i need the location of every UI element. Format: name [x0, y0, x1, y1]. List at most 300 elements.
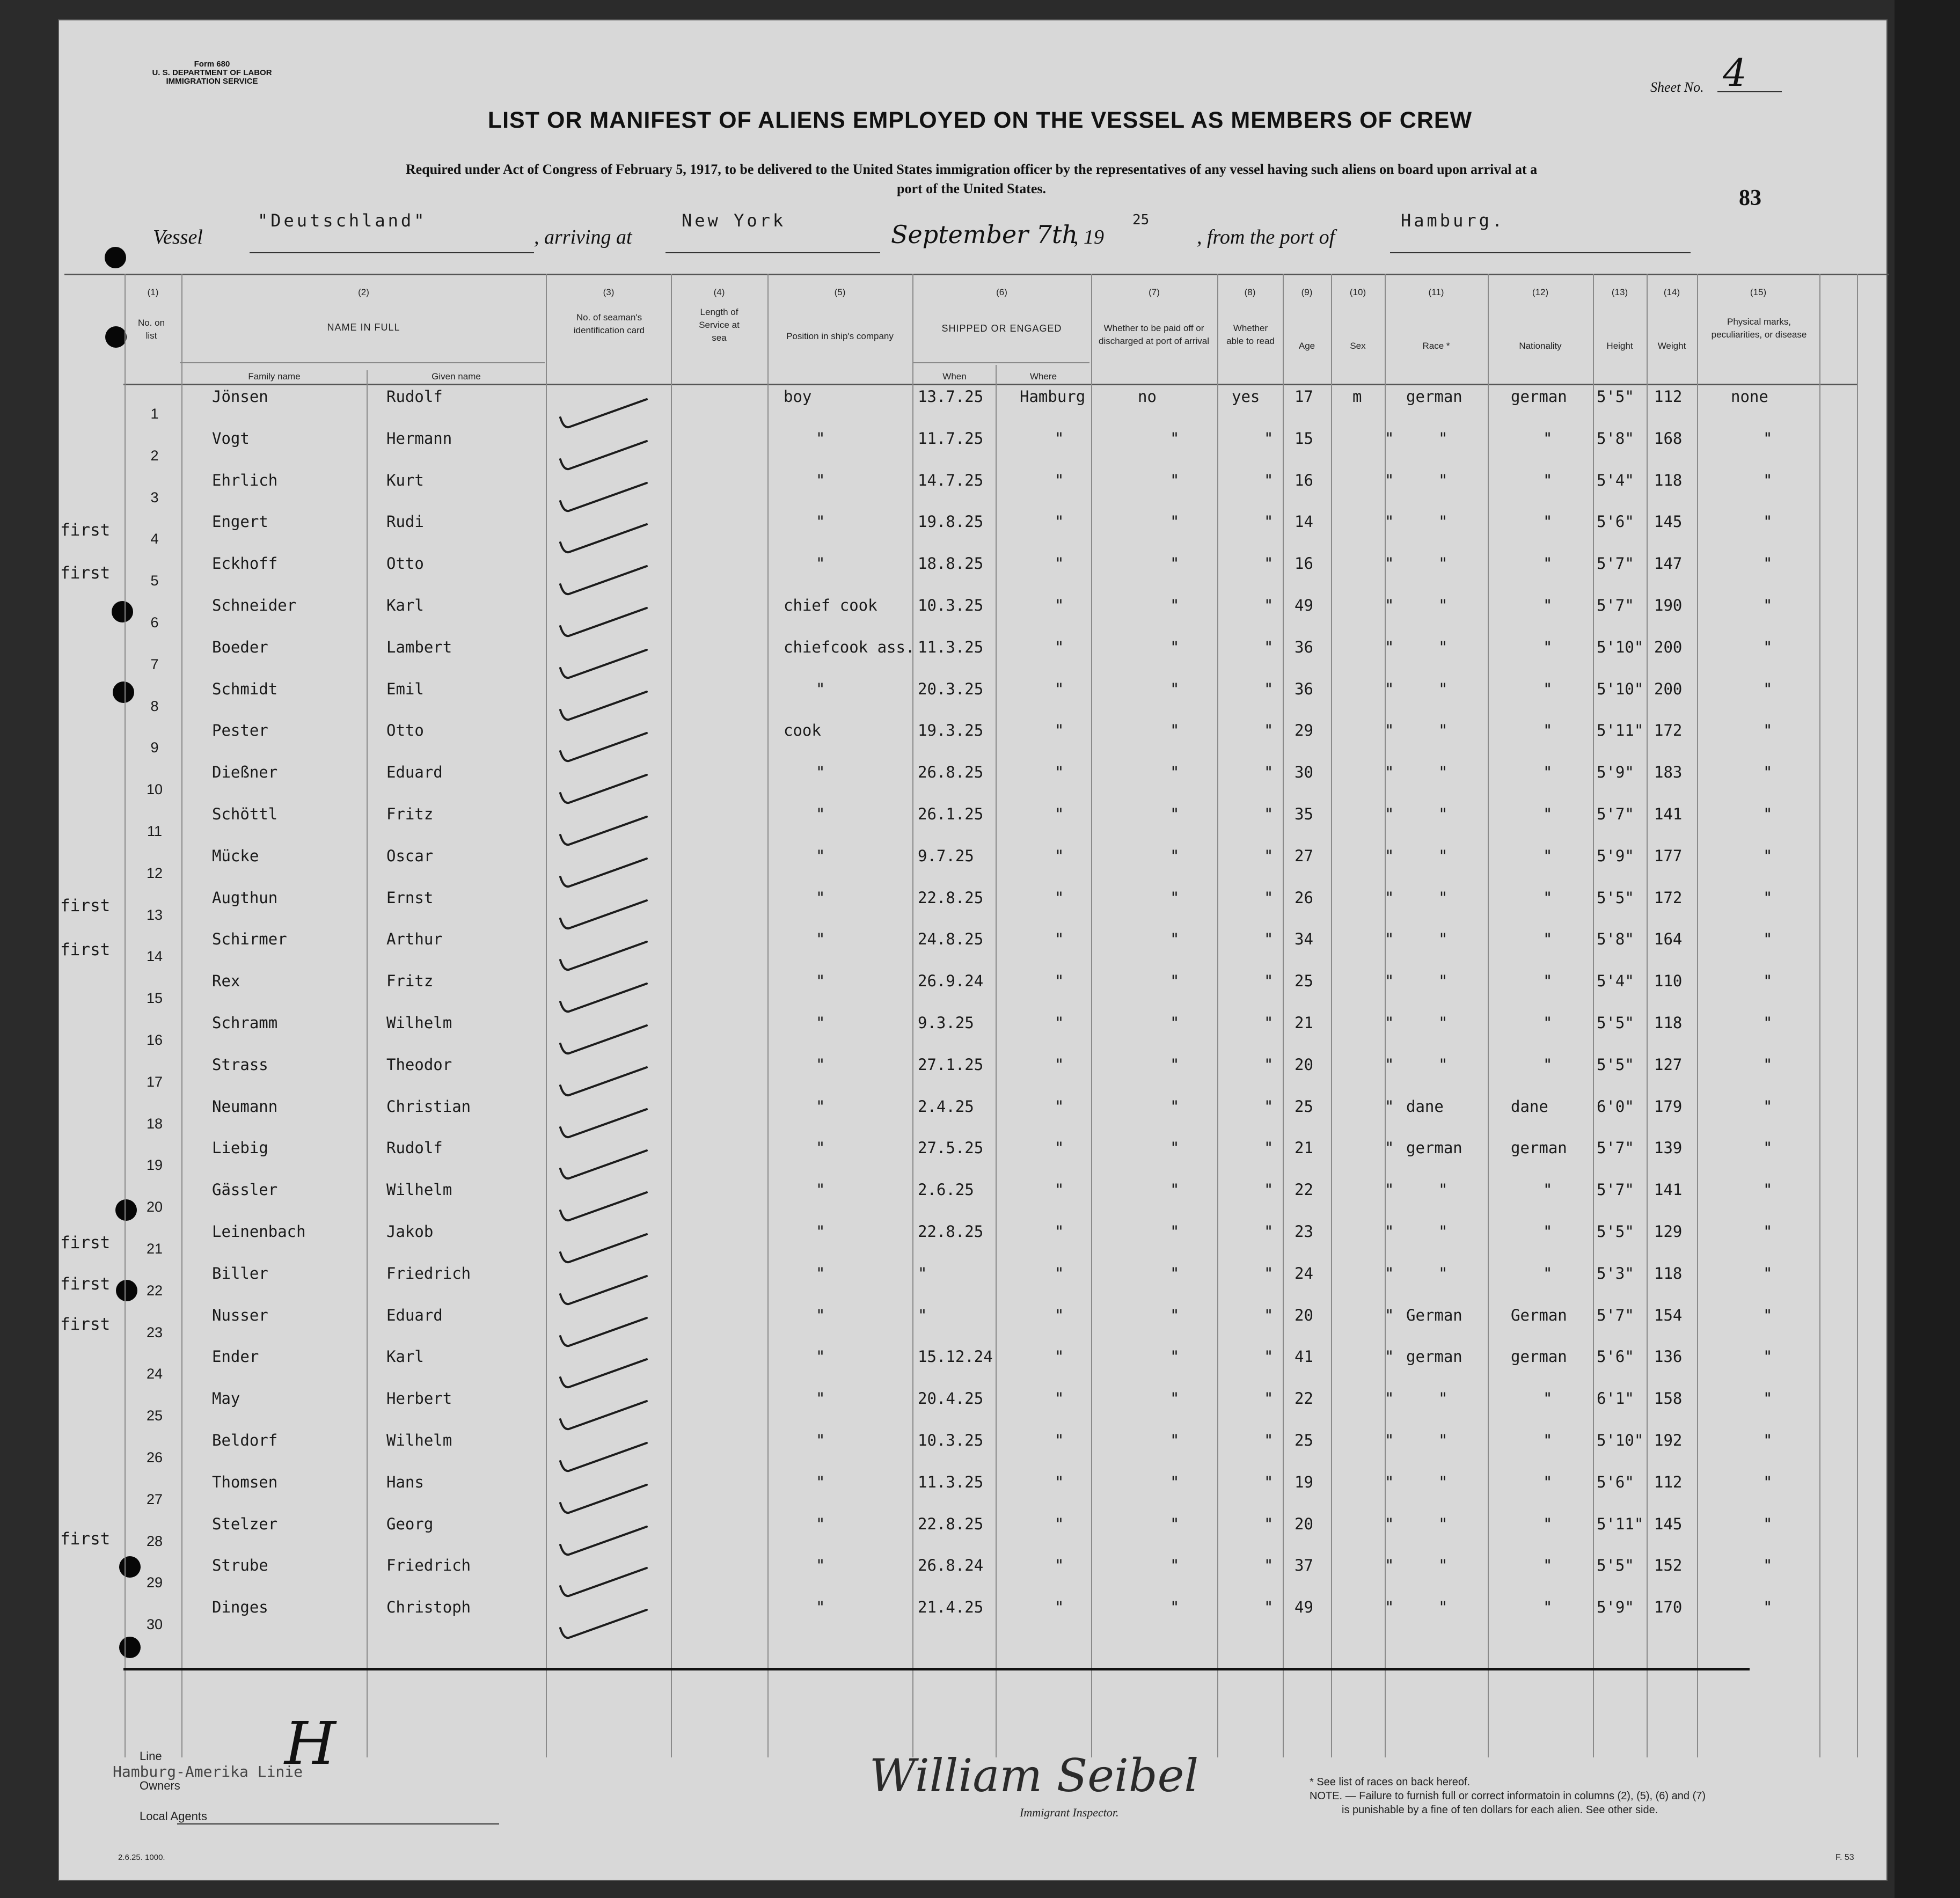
- col-number: (13): [1611, 287, 1628, 297]
- cell-height: 6'1": [1597, 1389, 1634, 1408]
- cell-nat: dane: [1511, 1097, 1548, 1116]
- cell-weight: 177: [1654, 846, 1683, 865]
- cell-no: 7: [150, 656, 159, 672]
- cell-weight: 147: [1654, 554, 1683, 573]
- arrival-date: September 7th: [891, 220, 1078, 249]
- cell-where: ": [1055, 429, 1064, 448]
- cell-sex: ": [1385, 1097, 1394, 1116]
- cell-weight: 200: [1654, 679, 1683, 698]
- cell-given: Kurt: [386, 471, 424, 489]
- cell-where: ": [1055, 721, 1064, 740]
- cell-height: 5'8": [1597, 930, 1634, 949]
- cell-nat: ": [1543, 554, 1553, 573]
- cell-position: ": [816, 1181, 825, 1199]
- cell-no: 13: [146, 906, 163, 923]
- cell-race: ": [1438, 972, 1448, 991]
- cell-given: Lambert: [386, 637, 452, 656]
- col-number: (3): [603, 287, 615, 297]
- cell-where: ": [1055, 805, 1064, 823]
- cell-marks: ": [1763, 471, 1773, 489]
- table-row: [0, 471, 1960, 518]
- check-mark-icon: [558, 731, 655, 768]
- cell-race: german: [1406, 387, 1462, 406]
- cell-where: ": [1055, 846, 1064, 865]
- cell-race: ": [1438, 1472, 1448, 1491]
- cell-sex: ": [1385, 1139, 1394, 1157]
- cell-position: ": [816, 554, 825, 573]
- cell-paid: ": [1170, 1055, 1180, 1074]
- cell-position: chief cook: [784, 596, 877, 614]
- header-given-name: Given name: [432, 371, 481, 382]
- owners-label: Owners: [140, 1779, 180, 1792]
- cell-nat: ": [1543, 471, 1553, 489]
- cell-weight: 112: [1654, 387, 1683, 406]
- table-row: [0, 1472, 1960, 1520]
- margin-note: first: [60, 521, 111, 540]
- cell-read: ": [1264, 805, 1274, 823]
- header-bottom-rule: [123, 384, 1857, 385]
- cell-age: 14: [1295, 512, 1313, 531]
- cell-position: ": [816, 972, 825, 991]
- cell-paid: ": [1170, 1014, 1180, 1032]
- cell-weight: 141: [1654, 1181, 1683, 1199]
- cell-height: 6'0": [1597, 1097, 1634, 1116]
- cell-paid: ": [1170, 763, 1180, 782]
- col-number: (2): [358, 287, 369, 297]
- col-number: (12): [1532, 287, 1549, 297]
- cell-nat: ": [1543, 637, 1553, 656]
- cell-age: 35: [1295, 805, 1313, 823]
- margin-note: first: [60, 940, 111, 959]
- table-row: [0, 1264, 1960, 1311]
- cell-where: ": [1055, 1097, 1064, 1116]
- form-number: Form 680: [194, 60, 230, 69]
- cell-paid: ": [1170, 1097, 1180, 1116]
- cell-paid: ": [1170, 679, 1180, 698]
- cell-marks: ": [1763, 846, 1773, 865]
- col-number: (7): [1149, 287, 1160, 297]
- cell-when: 22.8.25: [918, 1222, 984, 1241]
- cell-age: 21: [1295, 1014, 1313, 1032]
- cell-height: 5'11": [1597, 1514, 1644, 1533]
- line-value: Hamburg-Amerika Linie: [113, 1763, 303, 1780]
- cell-sex: ": [1385, 1431, 1394, 1449]
- cell-nat: german: [1511, 1139, 1567, 1157]
- cell-given: Friedrich: [386, 1264, 471, 1283]
- cell-height: 5'5": [1597, 1014, 1634, 1032]
- cell-family: Rex: [212, 972, 240, 991]
- cell-age: 30: [1295, 763, 1313, 782]
- cell-weight: 192: [1654, 1431, 1683, 1449]
- cell-paid: ": [1170, 1222, 1180, 1241]
- margin-note: first: [60, 1315, 111, 1334]
- cell-read: ": [1264, 1222, 1274, 1241]
- cell-height: 5'8": [1597, 429, 1634, 448]
- cell-nat: ": [1543, 888, 1553, 907]
- cell-when: 20.3.25: [918, 679, 984, 698]
- cell-position: ": [816, 888, 825, 907]
- col-number: (1): [147, 287, 159, 297]
- cell-family: Ehrlich: [212, 471, 278, 489]
- cell-nat: ": [1543, 1598, 1553, 1617]
- cell-read: ": [1264, 1347, 1274, 1366]
- cell-height: 5'5": [1597, 387, 1634, 406]
- cell-given: Eduard: [386, 763, 443, 782]
- cell-when: 14.7.25: [918, 471, 984, 489]
- fine-note-line-2: is punishable by a fine of ten dollars for each alien. See other side.: [1342, 1804, 1658, 1816]
- cell-position: ": [816, 1472, 825, 1491]
- cell-when: 26.9.24: [918, 972, 984, 991]
- cell-given: Otto: [386, 554, 424, 573]
- cell-sex: ": [1385, 846, 1394, 865]
- cell-sex: ": [1385, 429, 1394, 448]
- cell-given: Hermann: [386, 429, 452, 448]
- cell-marks: none: [1731, 387, 1768, 406]
- cell-age: 25: [1295, 1097, 1313, 1116]
- cell-given: Karl: [386, 596, 424, 614]
- cell-race: dane: [1406, 1097, 1444, 1116]
- header-nationality: Nationality: [1519, 341, 1562, 351]
- check-mark-icon: [558, 397, 655, 435]
- table-row: [0, 554, 1960, 601]
- cell-nat: ": [1543, 1181, 1553, 1199]
- cell-given: Otto: [386, 721, 424, 740]
- cell-marks: ": [1763, 1222, 1773, 1241]
- check-mark-icon: [558, 522, 655, 560]
- cell-position: ": [816, 846, 825, 865]
- cell-paid: ": [1170, 721, 1180, 740]
- cell-when: 2.4.25: [918, 1097, 974, 1116]
- header-paid-off: Whether to be paid off or discharged at port of arrival: [1099, 323, 1209, 346]
- cell-age: 17: [1295, 387, 1313, 406]
- cell-family: Schneider: [212, 596, 297, 614]
- cell-sex: ": [1385, 930, 1394, 949]
- table-row: [0, 930, 1960, 977]
- cell-family: Boeder: [212, 637, 268, 656]
- cell-read: ": [1264, 763, 1274, 782]
- cell-height: 5'5": [1597, 1055, 1634, 1074]
- cell-marks: ": [1763, 1556, 1773, 1575]
- cell-no: 29: [146, 1574, 163, 1591]
- cell-race: german: [1406, 1347, 1462, 1366]
- cell-where: ": [1055, 763, 1064, 782]
- margin-note: first: [60, 1529, 111, 1549]
- table-row: [0, 387, 1960, 434]
- cell-read: ": [1264, 1097, 1274, 1116]
- cell-marks: ": [1763, 1264, 1773, 1283]
- cell-when: 10.3.25: [918, 596, 984, 614]
- cell-family: May: [212, 1389, 240, 1408]
- cell-when: 9.3.25: [918, 1014, 974, 1032]
- cell-where: ": [1055, 596, 1064, 614]
- table-row: [0, 1181, 1960, 1227]
- margin-note: first: [60, 1274, 111, 1294]
- cell-no: 14: [146, 948, 163, 965]
- header-family-name: Family name: [248, 371, 301, 382]
- cell-weight: 200: [1654, 637, 1683, 656]
- cell-nat: ": [1543, 1514, 1553, 1533]
- document-title: LIST OR MANIFEST OF ALIENS EMPLOYED ON THE VESSEL AS MEMBERS OF CREW: [487, 107, 1473, 133]
- cell-paid: ": [1170, 1556, 1180, 1575]
- cell-height: 5'9": [1597, 846, 1634, 865]
- cell-age: 26: [1295, 888, 1313, 907]
- cell-family: Gässler: [212, 1181, 278, 1199]
- from-label: , from the port of: [1197, 226, 1335, 248]
- cell-when: 13.7.25: [918, 387, 984, 406]
- cell-weight: 168: [1654, 429, 1683, 448]
- cell-when: 11.3.25: [918, 1472, 984, 1491]
- cell-race: ": [1438, 930, 1448, 949]
- cell-when: 22.8.25: [918, 1514, 984, 1533]
- cell-read: ": [1264, 1514, 1274, 1533]
- cell-paid: ": [1170, 1181, 1180, 1199]
- table-row: [0, 1055, 1960, 1102]
- check-mark-icon: [558, 1065, 655, 1103]
- arriving-label: , arriving at: [534, 226, 632, 248]
- cell-family: Strube: [212, 1556, 268, 1575]
- cell-race: ": [1438, 1598, 1448, 1617]
- col-number: (14): [1663, 287, 1680, 297]
- service-name: IMMIGRATION SERVICE: [166, 77, 258, 86]
- cell-sex: ": [1385, 512, 1394, 531]
- cell-read: ": [1264, 930, 1274, 949]
- table-row: [0, 1014, 1960, 1060]
- cell-weight: 170: [1654, 1598, 1683, 1617]
- cell-when: 10.3.25: [918, 1431, 984, 1449]
- cell-marks: ": [1763, 763, 1773, 782]
- document-subtitle: [242, 160, 1701, 199]
- cell-nat: ": [1543, 763, 1553, 782]
- cell-marks: ": [1763, 930, 1773, 949]
- cell-nat: ": [1543, 1014, 1553, 1032]
- cell-no: 24: [146, 1366, 163, 1382]
- cell-when: ": [918, 1264, 927, 1283]
- cell-where: ": [1055, 512, 1064, 531]
- cell-read: ": [1264, 471, 1274, 489]
- cell-no: 11: [147, 823, 163, 839]
- header-when: When: [942, 371, 967, 382]
- name-subheader-rule: [180, 362, 545, 363]
- cell-nat: ": [1543, 930, 1553, 949]
- table-row: [0, 846, 1960, 893]
- cell-given: Hans: [386, 1472, 424, 1491]
- header-length-service: Length of Service at sea: [699, 307, 740, 343]
- check-mark-icon: [558, 1023, 655, 1061]
- cell-paid: ": [1170, 972, 1180, 991]
- cell-paid: ": [1170, 1514, 1180, 1533]
- check-mark-icon: [558, 898, 655, 936]
- check-mark-icon: [558, 1316, 655, 1353]
- cell-when: 27.1.25: [918, 1055, 984, 1074]
- cell-family: Dinges: [212, 1598, 268, 1617]
- cell-read: ": [1264, 1556, 1274, 1575]
- cell-no: 18: [146, 1115, 163, 1132]
- inspector-label: Immigrant Inspector.: [1020, 1806, 1119, 1819]
- cell-where: ": [1055, 637, 1064, 656]
- cell-sex: ": [1385, 596, 1394, 614]
- cell-marks: ": [1763, 1014, 1773, 1032]
- check-mark-icon: [558, 1441, 655, 1478]
- cell-where: ": [1055, 1055, 1064, 1074]
- check-mark-icon: [558, 1232, 655, 1270]
- cell-race: ": [1438, 1014, 1448, 1032]
- cell-given: Wilhelm: [386, 1181, 452, 1199]
- cell-weight: 118: [1654, 1264, 1683, 1283]
- cell-paid: ": [1170, 1347, 1180, 1366]
- cell-weight: 164: [1654, 930, 1683, 949]
- cell-marks: ": [1763, 972, 1773, 991]
- cell-marks: ": [1763, 1055, 1773, 1074]
- cell-no: 4: [150, 531, 159, 547]
- cell-sex: ": [1385, 679, 1394, 698]
- cell-height: 5'7": [1597, 1139, 1634, 1157]
- cell-height: 5'9": [1597, 763, 1634, 782]
- cell-read: ": [1264, 1472, 1274, 1491]
- cell-when: 20.4.25: [918, 1389, 984, 1408]
- department-name: U. S. DEPARTMENT OF LABOR: [152, 68, 272, 77]
- table-row: [0, 512, 1960, 559]
- cell-height: 5'7": [1597, 1181, 1634, 1199]
- cell-race: ": [1438, 679, 1448, 698]
- cell-height: 5'7": [1597, 596, 1634, 614]
- col-number: (8): [1244, 287, 1256, 297]
- cell-marks: ": [1763, 637, 1773, 656]
- header-where: Where: [1029, 371, 1057, 382]
- cell-height: 5'6": [1597, 1472, 1634, 1491]
- cell-sex: ": [1385, 805, 1394, 823]
- cell-height: 5'10": [1597, 637, 1644, 656]
- cell-no: 15: [146, 990, 163, 1007]
- check-mark-icon: [558, 940, 655, 977]
- cell-family: Liebig: [212, 1139, 268, 1157]
- cell-position: ": [816, 1264, 825, 1283]
- table-row: [0, 1097, 1960, 1144]
- cell-marks: ": [1763, 554, 1773, 573]
- cell-weight: 118: [1654, 471, 1683, 489]
- cell-read: ": [1264, 1306, 1274, 1324]
- col-number: (10): [1349, 287, 1366, 297]
- cell-given: Wilhelm: [386, 1431, 452, 1449]
- cell-no: 21: [146, 1241, 163, 1257]
- cell-paid: ": [1170, 1306, 1180, 1324]
- cell-family: Schirmer: [212, 930, 287, 949]
- cell-race: ": [1438, 805, 1448, 823]
- cell-race: ": [1438, 888, 1448, 907]
- cell-position: ": [816, 930, 825, 949]
- cell-marks: ": [1763, 1097, 1773, 1116]
- cell-paid: ": [1170, 512, 1180, 531]
- cell-position: ": [816, 1431, 825, 1449]
- check-mark-icon: [558, 1274, 655, 1311]
- cell-position: ": [816, 1097, 825, 1116]
- check-mark-icon: [558, 648, 655, 685]
- cell-weight: 136: [1654, 1347, 1683, 1366]
- check-mark-icon: [558, 481, 655, 518]
- cell-age: 16: [1295, 471, 1313, 489]
- cell-read: yes: [1232, 387, 1260, 406]
- margin-note: first: [60, 896, 111, 915]
- cell-nat: ": [1543, 512, 1553, 531]
- cell-family: Thomsen: [212, 1472, 278, 1491]
- cell-read: ": [1264, 1598, 1274, 1617]
- cell-paid: ": [1170, 1598, 1180, 1617]
- vessel-name: "Deutschland": [258, 210, 427, 231]
- table-row: [0, 1222, 1960, 1269]
- cell-sex: ": [1385, 1347, 1394, 1366]
- cell-race: ": [1438, 1264, 1448, 1283]
- print-code: 2.6.25. 1000.: [118, 1853, 165, 1862]
- cell-marks: ": [1763, 512, 1773, 531]
- subtitle-line-2: port of the United States.: [896, 181, 1047, 196]
- cell-family: Biller: [212, 1264, 268, 1283]
- cell-read: ": [1264, 679, 1274, 698]
- header-race: Race *: [1422, 341, 1450, 351]
- cell-given: Eduard: [386, 1306, 443, 1324]
- cell-given: Christoph: [386, 1598, 471, 1617]
- check-mark-icon: [558, 1148, 655, 1186]
- cell-age: 15: [1295, 429, 1313, 448]
- cell-sex: ": [1385, 1264, 1394, 1283]
- cell-race: german: [1406, 1139, 1462, 1157]
- punch-hole: [105, 247, 126, 268]
- cell-family: Stelzer: [212, 1514, 278, 1533]
- cell-family: Beldorf: [212, 1431, 278, 1449]
- cell-nat: ": [1543, 1055, 1553, 1074]
- arrival-underline: [665, 252, 880, 253]
- header-id-card: No. of seaman's identification card: [573, 312, 645, 335]
- cell-read: ": [1264, 1264, 1274, 1283]
- cell-race: ": [1438, 1556, 1448, 1575]
- cell-marks: ": [1763, 429, 1773, 448]
- cell-given: Rudi: [386, 512, 424, 531]
- cell-weight: 145: [1654, 1514, 1683, 1533]
- cell-given: Theodor: [386, 1055, 452, 1074]
- cell-paid: ": [1170, 429, 1180, 448]
- cell-no: 8: [150, 698, 159, 714]
- cell-race: ": [1438, 1055, 1448, 1074]
- cell-marks: ": [1763, 1306, 1773, 1324]
- cell-age: 25: [1295, 972, 1313, 991]
- header-able-to-read: Whether able to read: [1226, 323, 1275, 346]
- cell-where: ": [1055, 1347, 1064, 1366]
- cell-age: 49: [1295, 1598, 1313, 1617]
- cell-read: ": [1264, 846, 1274, 865]
- check-mark-icon: [558, 1190, 655, 1228]
- cell-paid: ": [1170, 1431, 1180, 1449]
- cell-age: 19: [1295, 1472, 1313, 1491]
- cell-marks: ": [1763, 1472, 1773, 1491]
- cell-race: ": [1438, 429, 1448, 448]
- cell-read: ": [1264, 1431, 1274, 1449]
- cell-where: ": [1055, 930, 1064, 949]
- arrival-port: New York: [682, 210, 786, 231]
- cell-given: Arthur: [386, 930, 443, 949]
- cell-given: Oscar: [386, 846, 434, 865]
- table-row: [0, 1514, 1960, 1562]
- table-row: [0, 679, 1960, 727]
- cell-no: 19: [146, 1157, 163, 1174]
- cell-where: ": [1055, 1306, 1064, 1324]
- cell-age: 37: [1295, 1556, 1313, 1575]
- cell-given: Rudolf: [386, 387, 443, 406]
- cell-when: 18.8.25: [918, 554, 984, 573]
- sheet-underline: [1717, 91, 1782, 92]
- cell-read: ": [1264, 596, 1274, 614]
- cell-family: Vogt: [212, 429, 250, 448]
- cell-no: 23: [146, 1324, 163, 1340]
- cell-given: Friedrich: [386, 1556, 471, 1575]
- line-label: Line: [140, 1749, 162, 1763]
